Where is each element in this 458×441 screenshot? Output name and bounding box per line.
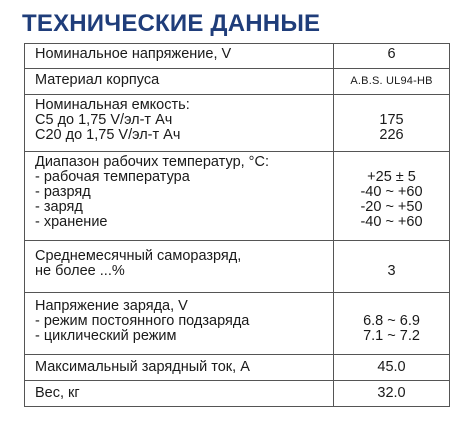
row-label: - заряд bbox=[35, 199, 83, 215]
table-row bbox=[25, 44, 450, 69]
row-value: -40 ~ +60 bbox=[360, 184, 423, 200]
row-label: Вес, кг bbox=[35, 385, 80, 401]
row-value: 175 bbox=[379, 112, 404, 128]
table-row bbox=[25, 69, 450, 95]
row-label-cell bbox=[25, 293, 334, 355]
table-row bbox=[25, 355, 450, 381]
row-label-cell bbox=[25, 241, 334, 293]
row-value: 6.8 ~ 6.9 bbox=[363, 313, 420, 329]
table-row bbox=[25, 152, 450, 241]
row-label-cell bbox=[25, 381, 334, 407]
row-value bbox=[334, 98, 449, 113]
row-value-cell bbox=[334, 95, 450, 152]
row-label: C20 до 1,75 V/эл-т Ач bbox=[35, 127, 181, 143]
table-row bbox=[25, 381, 450, 407]
row-label: - циклический режим bbox=[35, 328, 177, 344]
row-label: Диапазон рабочих температур, °C: bbox=[35, 154, 269, 170]
row-label: - разряд bbox=[35, 184, 91, 200]
row-value-cell bbox=[334, 69, 450, 95]
row-value: 45.0 bbox=[377, 359, 406, 375]
row-value: 32.0 bbox=[377, 385, 406, 401]
table-row bbox=[25, 95, 450, 152]
row-label: Максимальный зарядный ток, А bbox=[35, 359, 250, 375]
row-label-cell bbox=[25, 44, 334, 69]
row-label: - хранение bbox=[35, 214, 108, 230]
table-row bbox=[25, 293, 450, 355]
row-value: -20 ~ +50 bbox=[360, 199, 423, 215]
row-value: +25 ± 5 bbox=[367, 169, 416, 185]
page-title: ТЕХНИЧЕСКИЕ ДАННЫЕ bbox=[22, 10, 321, 37]
row-value: 7.1 ~ 7.2 bbox=[363, 328, 420, 344]
table-row bbox=[25, 241, 450, 293]
row-label-cell bbox=[25, 69, 334, 95]
row-label: не более ...% bbox=[35, 263, 125, 279]
row-label: Номинальное напряжение, V bbox=[35, 46, 232, 62]
row-value-cell bbox=[334, 152, 450, 241]
row-value-cell bbox=[334, 381, 450, 407]
row-label-cell bbox=[25, 355, 334, 381]
row-value bbox=[334, 155, 449, 170]
row-label-cell bbox=[25, 95, 334, 152]
row-label: C5 до 1,75 V/эл-т Ач bbox=[35, 112, 173, 128]
row-value-cell bbox=[334, 44, 450, 69]
row-value: 6 bbox=[387, 46, 396, 62]
row-value bbox=[334, 299, 449, 314]
spec-table bbox=[24, 43, 450, 407]
row-label: Среднемесячный саморазряд, bbox=[35, 248, 242, 264]
row-value-cell bbox=[334, 293, 450, 355]
row-value: 226 bbox=[379, 127, 404, 143]
row-value-cell bbox=[334, 241, 450, 293]
row-label: Материал корпуса bbox=[35, 72, 160, 88]
row-value-cell bbox=[334, 355, 450, 381]
row-label: - рабочая температура bbox=[35, 169, 190, 185]
row-value: -40 ~ +60 bbox=[360, 214, 423, 230]
row-label: - режим постоянного подзаряда bbox=[35, 313, 250, 329]
row-value bbox=[334, 249, 449, 264]
row-label: Напряжение заряда, V bbox=[35, 298, 188, 314]
row-label-cell bbox=[25, 152, 334, 241]
row-label: Номинальная емкость: bbox=[35, 97, 190, 113]
row-value: 3 bbox=[387, 263, 396, 279]
row-value: A.B.S. UL94-HB bbox=[350, 75, 433, 87]
